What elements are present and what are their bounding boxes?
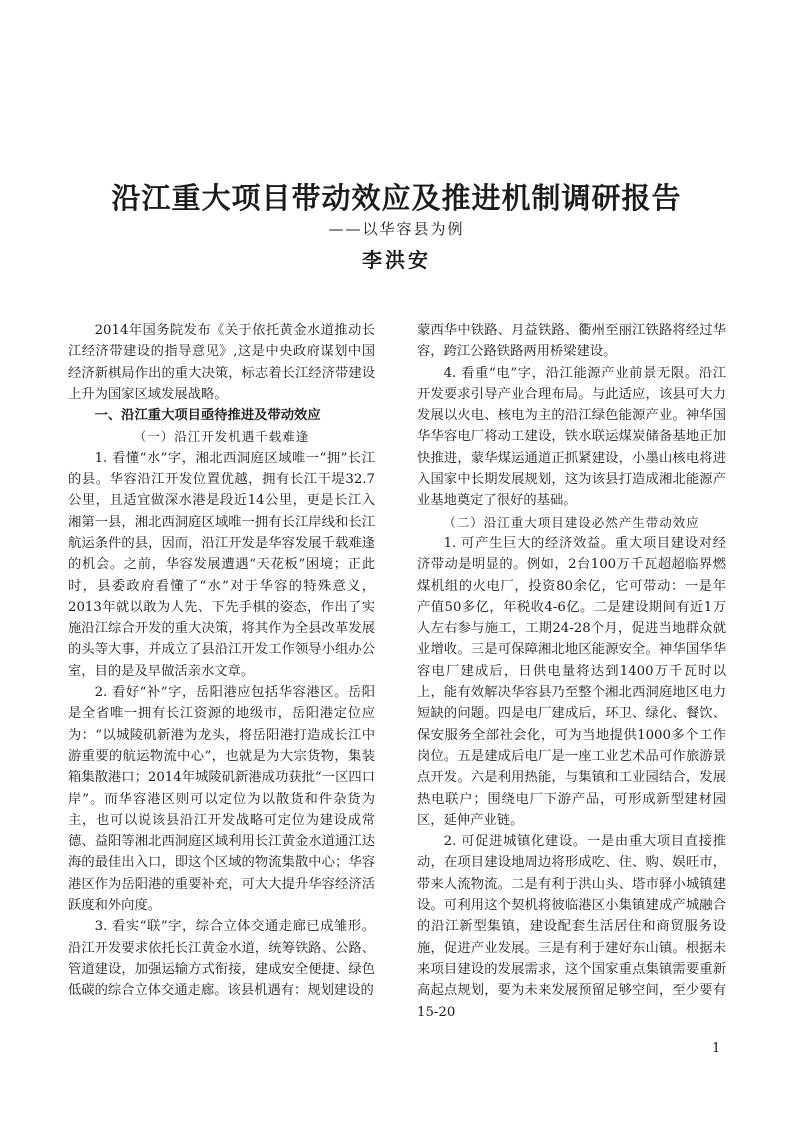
paragraph-economic: 1. 可产生巨大的经济效益。重大项目建设对经济带动是明显的。例如，2台100万千瓦超超临界燃煤机组的火电厂，投资80余亿，它可带动：一是年产值50多亿，年税收4-6亿。二是建设期间有近1万人左右参与施工，工期24-28个月，促进当地群众就业增收。三是可保障湘北地区能源安全。神华国华华容电厂建成后，日供电量将达到1400万千瓦时以上，能有效解决华容县乃至整个湘北西洞庭地区电力短缺的问题。四是电厂建成后，环卫、绿化、餐饮、保安服务全部社会化，可为当地提供1000多个工作岗位。五是建成后电厂是一座工业艺术品可作旅游景点开发。六是利用热能，与集镇和工业园结合，发展热电联户；围绕电厂下游产品，可形成新型建材园区，延伸产业链。	[417, 535, 726, 828]
author: 李洪安	[362, 248, 431, 272]
page-number: 1	[712, 1041, 721, 1056]
paragraph-electricity: 4. 看重“电”字，沿江能源产业前景无限。沿江开发要求引导产业合理布局。与此适应，该县可大力发展以火电、核电为主的沿江绿色能源产业。神华国华华容电厂将动工建设，铁水联运煤炭储备基地正加快推进，蒙华煤运通道正抓紧建设，小墨山核电将进入国家中长期发展规划，这为该县打造成湘北能源产业基地奠定了很好的基础。	[417, 365, 726, 509]
paragraph-connect: 3. 看实“联”字，综合立体交通走廊已成雏形。沿江开发要求依托长江黄金水道，统筹铁路、公路、管道建设，加强运输方式衔接，建成安全便捷、绿色低碳的综合立体交通走廊。该县机遇有：规划建设的	[68, 919, 375, 999]
paragraph-urbanization: 2. 可促进城镇化建设。一是由重大项目直接推动，在项目建设地周边将形成吃、住、购、娱旺市，带来人流物流。二是有利于洪山头、塔市驿小城镇建设。可利用这个契机将彼临港区小集镇建成产城融合的沿江新型集镇，建设配套生活居住和商贸服务设施，促进产业发展。三是有利于建好东山镇。根据未来项目建设的发展需求，这个国家重点集镇需要重新高起点规划，要为未来发展预留足够空间，至少要有15-20	[417, 834, 726, 1020]
subtitle: ——以华容县为例	[328, 220, 465, 238]
paragraph-water: 1. 看懂“水”字，湘北西洞庭区域唯一“拥”长江的县。华容沿江开发位置优越，拥有长江干堤32.7公里，且适宜做深水港是段近14公里，更是长江入湘第一县，湘北西洞庭区域唯一拥有长江岸线和长江航运条件的县，因而，沿江开发是华容发展千载难逢的机会。之前，华容发展遭遇“天花板”困境；正此时，县委政府看懂了“水”对于华容的特殊意义，2013年就以敢为人先、下先手棋的姿态，作出了实施沿江综合开发的重大决策，将其作为全县改革发展的头等大事，并成立了县沿江开发工作领导小组办公室，目的是及早做活亲水文章。	[68, 450, 375, 679]
section-heading: 一、沿江重大项目亟待推进及带动效应	[94, 408, 321, 424]
paragraph-supplement: 2. 看好“补”字，岳阳港应包括华容港区。岳阳是全省唯一拥有长江资源的地级市，岳阳港定位应为：“以城陵矶新港为龙头，将岳阳港打造成长江中游重要的航运物流中心”，也就是为大宗货物，集装箱集散港口；2014年城陵矶新港成功获批“一区四口岸”。而华容港区则可以定位为以散货和件杂货为主，也可以说该县沿江开发战略可定位为建设成常德、益阳等湘北西洞庭区域利用长江黄金水道通江达海的最佳出入口，即这个区域的物流集散中心；华容港区作为岳阳港的重要补充，可大大提升华容经济活跃度和外向度。	[68, 685, 375, 914]
subsection-heading: （二）沿江重大项目建设必然产生带动效应	[443, 514, 700, 530]
page-title: 沿江重大项目带动效应及推进机制调研报告	[111, 181, 682, 215]
left-column	[68, 320, 375, 1002]
right-column	[417, 320, 726, 1023]
subsection-heading: （一）沿江开发机遇千载难逢	[133, 429, 310, 445]
paragraph-continued: 蒙西华中铁路、月益铁路、衢州至丽江铁路将经过华容，跨江公路铁路两用桥梁建设。	[417, 323, 726, 360]
intro-paragraph: 2014年国务院发布《关于依托黄金水道推动长江经济带建设的指导意见》,这是中央政府谋划中国经济新棋局作出的重大决策，标志着长江经济带建设上升为国家区域发展战略。	[68, 323, 375, 402]
